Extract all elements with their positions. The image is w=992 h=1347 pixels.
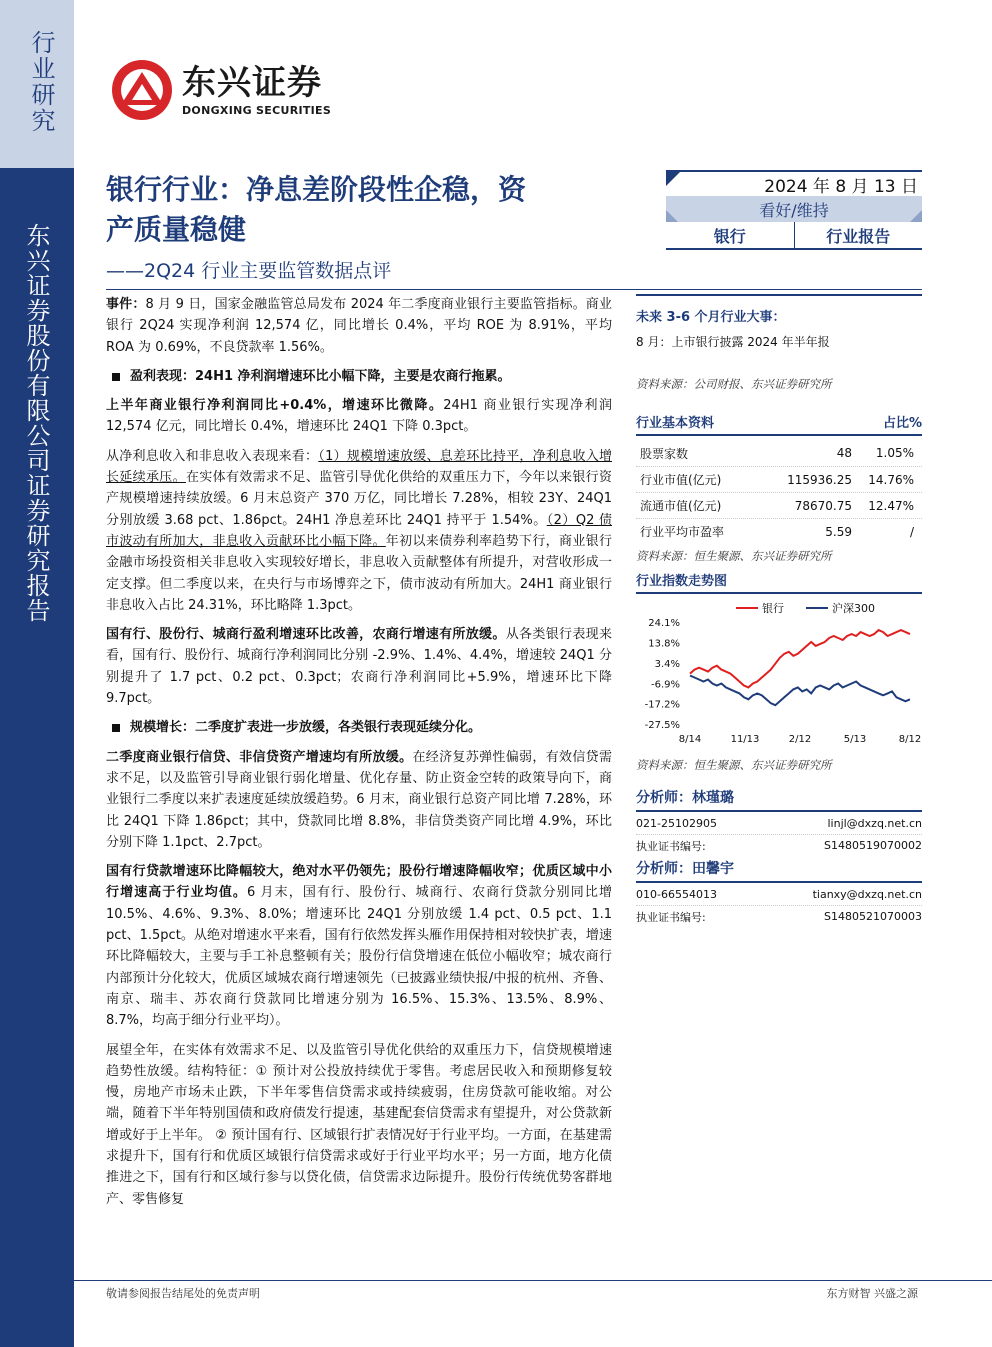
corner-triangle-icon <box>910 210 922 222</box>
paragraph-credit <box>106 747 612 853</box>
paragraph-text: 从各类银行表现来看，国有行、股份行、城商行净利润同比分别 -2.9%、1.4%、4.4%，增速较 24Q1 分别提升了 1.7 pct、0.2 pct、0.3pct；农商行净利润同比+5.9%，增速环比下降 9.7pct。 <box>106 627 612 707</box>
paragraph-profit <box>106 395 612 438</box>
title-line-2: 产质量稳健 <box>106 213 247 246</box>
square-bullet-icon <box>112 373 120 381</box>
cert-number: S1480521070003 <box>824 910 922 923</box>
legend-label: 银行 <box>762 602 784 615</box>
paragraph-lead: 二季度商业银行信贷、非信贷资产增速均有所放缓。 <box>106 749 413 765</box>
analyst-block-1 <box>636 787 922 856</box>
index-chart-title: 行业指数走势图 <box>636 574 728 589</box>
paragraph-loans <box>106 861 612 1031</box>
y-tick-label: -6.9% <box>650 679 680 691</box>
series-line-bank <box>690 630 910 687</box>
y-tick-label: -27.5% <box>644 720 680 731</box>
corner-triangle-icon <box>666 210 678 222</box>
events-block <box>636 294 922 392</box>
brand-logo <box>110 58 331 122</box>
analyst-email[interactable]: linjl@dxzq.net.cn <box>827 816 922 830</box>
paragraph-bank-types <box>106 624 612 709</box>
events-title: 未来 3-6 个月行业大事： <box>636 310 786 325</box>
paragraph-text: 年初以来债券利率趋势下行，商业银行金融市场投资相关非息收入实现较好增长，非息收入贡献整体有所提升，对营收形成一定支撑。但二季度以来，在央行与市场博弈之下，债市波动有所加大。24H1 商业银行非息收入占比 24.31%，环比略降 1.3pct。 <box>106 533 612 613</box>
events-item: 8 月：上市银行披露 2024 年半年报 <box>636 335 830 349</box>
meta-bottom-row <box>666 222 922 250</box>
analyst-contact-row <box>636 812 922 834</box>
x-tick-label: 2/12 <box>788 734 812 745</box>
paragraph-event <box>106 294 612 358</box>
sidebar-bottom-band <box>0 168 74 1347</box>
report-type-label: 行业报告 <box>794 222 923 248</box>
x-tick-label: 8/14 <box>678 734 702 745</box>
report-subtitle: ——2Q24 行业主要监管数据点评 <box>106 260 392 282</box>
section-heading-text: 规模增长：二季度扩表进一步放缓，各类银行表现延续分化。 <box>130 720 482 736</box>
section-heading-text: 盈利表现：24H1 净利润增速环比小幅下降，主要是农商行拖累。 <box>130 368 511 384</box>
event-text: 8 月 9 日，国家金融监管总局发布 2024 年二季度商业银行主要监管指标。商业银行 2Q24 实现净利润 12,574 亿，同比增长 0.4%，平均 ROE 为 8.91%，平均 ROA 为 0.69%，不良贷款率 1.56%。 <box>106 297 612 355</box>
rating-text: 看好/维持 <box>759 200 829 220</box>
row-value: 78670.75 <box>794 498 852 513</box>
index-trend-chart <box>636 594 922 754</box>
basic-info-source: 资料来源：恒生聚源、东兴证券研究所 <box>636 549 832 563</box>
basic-info-title: 行业基本资料 <box>636 416 715 431</box>
row-label: 股票家数 <box>640 446 689 461</box>
row-label: 行业平均市盈率 <box>640 525 725 539</box>
cert-label: 执业证书编号: <box>636 839 706 853</box>
basic-info-header <box>636 412 922 436</box>
row-value: 48 <box>836 446 852 460</box>
main-content <box>106 294 612 1218</box>
basic-info-table <box>636 440 922 544</box>
index-chart-header <box>636 570 922 594</box>
y-tick-label: 24.1% <box>648 618 680 629</box>
row-label: 行业市值(亿元) <box>640 473 722 487</box>
header-divider <box>106 289 922 290</box>
section-heading-profit <box>106 366 612 387</box>
analyst-name: 分析师：林瑾璐 <box>636 787 922 812</box>
footer-divider <box>74 1280 992 1281</box>
corner-triangle-icon <box>666 172 680 186</box>
basic-info-col-header: 占比% <box>882 416 922 431</box>
analyst-block-2 <box>636 858 922 927</box>
analyst-contact-row <box>636 883 922 905</box>
index-chart-block <box>636 570 922 773</box>
paragraph-text: 24H1 商业银行实现净利润 12,574 亿元，同比增长 0.4%，增速环比 24Q1 下降 0.3pct。 <box>106 398 612 435</box>
report-category-label: 行业研究 <box>27 30 55 134</box>
y-tick-label: -17.2% <box>644 699 680 711</box>
underlined-point: （2）Q2 债市波动有所加大，非息收入贡献环比小幅下降。 <box>106 512 612 549</box>
analyst-cert-row <box>636 834 922 856</box>
analyst-phone: 021-25102905 <box>636 816 717 830</box>
table-row <box>636 466 922 492</box>
sidebar-top-band <box>0 0 74 168</box>
x-tick-label: 5/13 <box>843 734 867 745</box>
underlined-point: （1）规模增速放缓、息差环比持平，净利息收入增长延续承压。 <box>106 448 612 486</box>
paragraph-income <box>106 446 612 616</box>
cert-label: 执业证书编号: <box>636 910 706 924</box>
legend-label: 沪深300 <box>832 602 875 615</box>
paragraph-lead: 国有行贷款增速环比降幅较大，绝对水平仍领先；股份行增速降幅收窄；优质区域中小行增速高于行业均值。 <box>106 864 612 901</box>
table-row <box>636 518 922 544</box>
right-sidebar <box>636 294 922 927</box>
row-value: 115936.25 <box>787 472 852 487</box>
industry-label: 银行 <box>713 226 746 246</box>
basic-info-block <box>636 412 922 564</box>
x-tick-label: 8/12 <box>898 734 922 745</box>
row-pct: 14.76% <box>868 472 914 487</box>
events-source: 资料来源：公司财报、东兴证券研究所 <box>636 377 832 391</box>
y-tick-label: 3.4% <box>654 658 680 670</box>
report-title <box>106 170 626 250</box>
title-line-1: 银行行业：净息差阶段性企稳，资 <box>106 173 527 206</box>
paragraph-outlook: 展望全年，在实体有效需求不足、以及监管引导优化供给的双重压力下，信贷规模增速趋势性放缓。结构特征：① 预计对公投放持续优于零售。考虑居民收入和预期修复较慢，房地产市场未止跌，下半年零售信贷需求或持续疲弱，住房贷款可能收缩。对公端，随着下半年特别国债和政府债发行提速，基建配套信贷需求有望提升，对公贷款新增或好于上半年。 ② 预计国有行、区域银行扩表情况好于行业平均。一方面，在基建需求提升下，国有行和优质区域银行信贷需求或好于行业平均水平；另一方面，地方化债推进之下，国有行和区域行参与以贷化债，信贷需求边际提升。股份行传统优势客群地产、零售修复 <box>106 1042 612 1207</box>
square-bullet-icon <box>112 724 120 732</box>
report-date <box>666 170 922 196</box>
cert-number: S1480519070002 <box>824 839 922 852</box>
table-row <box>636 440 922 466</box>
analyst-email[interactable]: tianxy@dxzq.net.cn <box>812 887 922 901</box>
x-tick-label: 11/13 <box>730 734 760 745</box>
paragraph-text: 从净利息收入和非息收入表现来看： <box>106 448 319 464</box>
company-vertical-label: 东兴证券股份有限公司证券研究报告 <box>22 223 50 623</box>
rating-row <box>666 196 922 222</box>
row-pct: / <box>909 524 914 539</box>
row-label: 流通市值(亿元) <box>640 499 722 513</box>
footer-slogan: 东方财智 兴盛之源 <box>826 1287 918 1300</box>
footer-disclaimer: 敬请参阅报告结尾处的免责声明 <box>106 1287 260 1300</box>
brand-name-en: DONGXING SECURITIES <box>182 103 332 117</box>
row-pct: 12.47% <box>868 498 914 513</box>
event-lead: 事件： <box>106 297 146 312</box>
report-date-text: 2024 年 8 月 13 日 <box>764 176 918 197</box>
paragraph-text: 在实体有效需求不足、监管引导优化供给的双重压力下，今年以来银行资产规模增速持续放缓。6 月末总资产 370 万亿，同比增长 7.28%，相较 23Y、24Q1 分别放缓 3.68 pct、1.86pct。24H1 净息差环比 24Q1 持平于 1.54%。 <box>106 470 612 528</box>
row-pct: 1.05% <box>875 446 914 460</box>
index-chart-source: 资料来源：恒生聚源、东兴证券研究所 <box>636 758 832 772</box>
paragraph-text: 6 月末，国有行、股份行、城商行、农商行贷款分别同比增 10.5%、4.6%、9.3%、8.0%；增速环比 24Q1 分别放缓 1.4 pct、0.5 pct、1.1 pct、1.5pct。从绝对增速水平来看，国有行依然发挥头雁作用保持相对较快扩表，增速环比降幅较大，主要与手工补息整顿有关；股份行信贷增速在低位小幅收窄；城农商行内部预计分化较大，优质区域城农商行增速领先（已披露业绩快报/中报的杭州、齐鲁、南京、瑞丰、苏农商行贷款同比增速分别为 16.5%、15.3%、13.5%、8.9%、8.7%，均高于细分行业平均）。 <box>106 885 612 1029</box>
report-meta-box <box>666 170 922 250</box>
analyst-name: 分析师：田馨宇 <box>636 858 922 883</box>
analyst-phone: 010-66554013 <box>636 887 717 901</box>
dongxing-logo-icon <box>110 58 174 122</box>
paragraph-text: 在经济复苏弹性偏弱，有效信贷需求不足，以及监管引导商业银行弱化增量、优化存量、防止资金空转的政策导向下，商业银行二季度以来扩表速度延续放缓趋势。6 月末，商业银行总资产同比增 7.28%，环比 24Q1 下降 1.86pct；其中，贷款同比增 8.8%，非信贷类资产同比增 4.9%，环比分别下降 1.1pct、2.7pct。 <box>106 749 612 850</box>
analyst-cert-row <box>636 905 922 927</box>
y-tick-label: 13.8% <box>648 638 680 650</box>
section-heading-scale <box>106 717 612 738</box>
table-row <box>636 492 922 518</box>
series-line-hs300 <box>690 676 910 706</box>
paragraph-lead: 上半年商业银行净利润同比+0.4%，增速环比微降。 <box>106 398 444 414</box>
row-value: 5.59 <box>825 524 852 539</box>
paragraph-lead: 国有行、股份行、城商行盈利增速环比改善，农商行增速有所放缓。 <box>106 627 506 643</box>
brand-name-cn: 东兴证券 <box>182 62 322 103</box>
